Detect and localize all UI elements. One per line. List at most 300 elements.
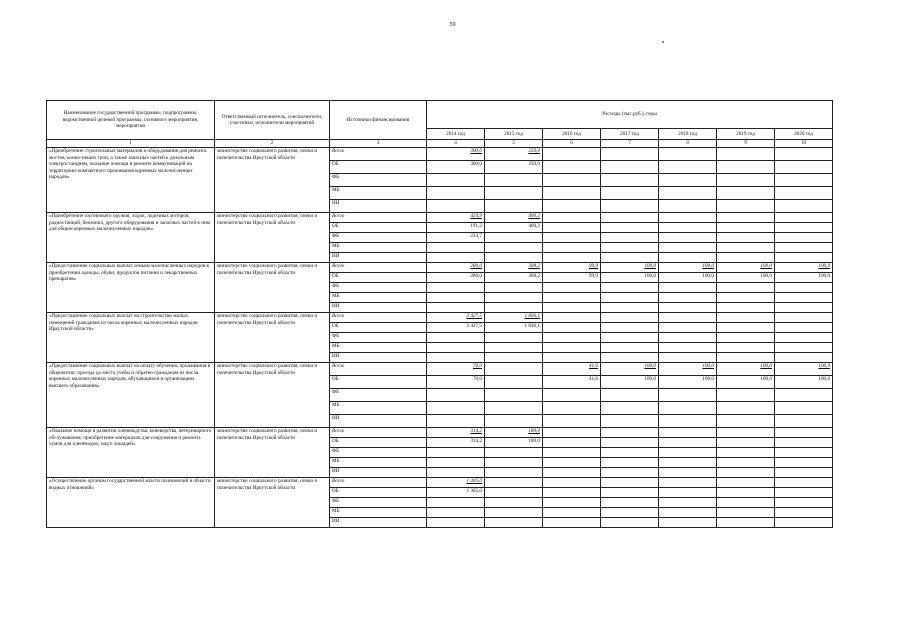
expense-value-text: 400,2 <box>528 223 540 229</box>
expense-value <box>717 148 775 161</box>
funding-source: ОБ <box>330 161 427 174</box>
funding-source: ФБ <box>330 233 427 243</box>
expense-value-text: 250,0 <box>528 148 540 154</box>
header-executor: Ответственный исполнитель, соисполнители, участники, исполнители мероприятий <box>215 101 330 140</box>
expense-value <box>659 187 717 200</box>
expense-value <box>659 253 717 263</box>
expense-value <box>659 273 717 283</box>
expense-value <box>717 313 775 323</box>
expense-value <box>427 213 485 223</box>
column-number: 1 <box>47 140 215 148</box>
expense-value <box>601 293 659 303</box>
expense-value <box>601 389 659 402</box>
expense-value-text: 280,0 <box>470 263 482 269</box>
expense-value <box>775 343 833 353</box>
budget-table <box>46 100 833 528</box>
expense-value <box>543 187 601 200</box>
expense-value <box>717 233 775 243</box>
expense-value <box>601 233 659 243</box>
expense-value-text: 280,0 <box>470 273 482 279</box>
expense-value <box>485 333 543 343</box>
expense-value <box>427 283 485 293</box>
expense-value <box>543 468 601 478</box>
expense-value <box>775 402 833 415</box>
header-program: Наименование государственной программы, подпрограммы, ведомственной целевой программы, основного мероприятия, мероприятия <box>47 101 215 140</box>
expense-value <box>717 161 775 174</box>
table-row <box>47 313 833 323</box>
funding-source: ИИ <box>330 303 427 313</box>
funding-source: Всего <box>330 363 427 376</box>
expense-value <box>717 333 775 343</box>
expense-value <box>601 353 659 363</box>
expense-value <box>543 303 601 313</box>
expense-value <box>775 389 833 402</box>
expense-value <box>485 428 543 438</box>
expense-value-text: 1 836,1 <box>524 313 540 319</box>
expense-value <box>427 233 485 243</box>
header-year: 2015 год <box>485 129 543 140</box>
expense-value <box>543 233 601 243</box>
expense-value-text: 100,0 <box>818 376 831 382</box>
expense-value <box>601 438 659 448</box>
expense-value <box>717 343 775 353</box>
expense-value <box>485 448 543 458</box>
expense-value <box>601 415 659 428</box>
expense-value <box>485 508 543 518</box>
expense-value-text: 100,0 <box>818 263 831 269</box>
funding-source: Всего <box>330 263 427 273</box>
expense-value <box>775 488 833 498</box>
expense-value <box>775 148 833 161</box>
header-year: 2017 год <box>601 129 659 140</box>
expense-value <box>427 448 485 458</box>
column-number: 9 <box>717 140 775 148</box>
expense-value <box>659 223 717 233</box>
expense-value <box>775 187 833 200</box>
expense-value <box>543 243 601 253</box>
expense-value <box>775 243 833 253</box>
expense-value <box>717 468 775 478</box>
funding-source: Всего <box>330 213 427 223</box>
expense-value <box>775 313 833 323</box>
expense-value <box>659 458 717 468</box>
expense-value <box>775 293 833 303</box>
expense-value <box>601 323 659 333</box>
expense-value <box>427 161 485 174</box>
expense-value <box>659 468 717 478</box>
expense-value <box>659 200 717 213</box>
expense-value-text: 99,9 <box>588 263 598 269</box>
expense-value <box>717 478 775 488</box>
expense-value <box>485 353 543 363</box>
expense-value-text: 41,6 <box>588 363 598 369</box>
expense-value <box>717 293 775 303</box>
expense-value <box>775 376 833 389</box>
funding-source: ОБ <box>330 438 427 448</box>
expense-value-text: 300,0 <box>470 161 482 167</box>
expense-value <box>775 415 833 428</box>
expense-value <box>427 200 485 213</box>
funding-source: ИИ <box>330 353 427 363</box>
expense-value <box>601 303 659 313</box>
executor-name: министерство социального развития, опеки и попечительства Иркутской области <box>215 363 330 428</box>
expense-value <box>717 187 775 200</box>
expense-value <box>717 243 775 253</box>
measure-name: «Предоставление социальных выплат на строительство жилых помещений гражданам из числа коренных малочисленных народов Иркутской области» <box>47 313 215 363</box>
expense-value <box>485 303 543 313</box>
expense-value <box>775 508 833 518</box>
expense-value <box>427 343 485 353</box>
expense-value-text: 100,0 <box>644 376 656 382</box>
expense-value <box>659 263 717 273</box>
measure-name: «Предоставление социальных выплат на оплату обучения, проживания в общежитии, проезда до места учебы и обратно гражданам из числа коренных малочисленных народов, обучающимся в организациях высшего образования» <box>47 363 215 428</box>
expense-value <box>659 148 717 161</box>
expense-value <box>427 402 485 415</box>
expense-value <box>717 323 775 333</box>
expense-value <box>775 448 833 458</box>
expense-value <box>427 293 485 303</box>
expense-value <box>601 243 659 253</box>
expense-value <box>601 223 659 233</box>
expense-value-text: 100,0 <box>818 273 831 279</box>
expense-value-text: 3 427,5 <box>466 313 482 319</box>
expense-value <box>543 161 601 174</box>
expense-value <box>717 213 775 223</box>
expense-value-text: 100,0 <box>760 363 772 369</box>
expense-value <box>485 488 543 498</box>
expense-value <box>601 161 659 174</box>
funding-source: ИИ <box>330 253 427 263</box>
expense-value <box>485 243 543 253</box>
column-number: 7 <box>601 140 659 148</box>
executor-name: министерство социального развития, опеки и попечительства Иркутской области <box>215 428 330 478</box>
expense-value <box>659 448 717 458</box>
expense-value <box>427 174 485 187</box>
expense-value <box>775 428 833 438</box>
expense-value <box>485 233 543 243</box>
expense-value <box>427 468 485 478</box>
expense-value <box>543 448 601 458</box>
expense-value <box>659 323 717 333</box>
expense-value <box>427 458 485 468</box>
expense-value <box>775 353 833 363</box>
expense-value <box>717 200 775 213</box>
expense-value <box>775 438 833 448</box>
expense-value <box>543 343 601 353</box>
expense-value <box>601 333 659 343</box>
expense-value <box>427 303 485 313</box>
expense-value <box>485 323 543 333</box>
expense-value <box>659 233 717 243</box>
expense-value <box>601 508 659 518</box>
expense-value <box>717 353 775 363</box>
expense-value <box>659 438 717 448</box>
expense-value <box>775 283 833 293</box>
expense-value <box>543 428 601 438</box>
expense-value <box>775 498 833 508</box>
expense-value <box>485 376 543 389</box>
expense-value <box>543 253 601 263</box>
expense-value <box>601 518 659 528</box>
expense-value <box>601 313 659 323</box>
expense-value-text: 100,0 <box>644 363 656 369</box>
expense-value <box>717 428 775 438</box>
expense-value <box>543 402 601 415</box>
expense-value <box>427 273 485 283</box>
expense-value <box>485 363 543 376</box>
expense-value <box>775 303 833 313</box>
expense-value <box>601 273 659 283</box>
expense-value <box>427 187 485 200</box>
executor-name: министерство социального развития, опеки и попечительства Иркутской области <box>215 313 330 363</box>
expense-value <box>775 233 833 243</box>
expense-value <box>427 148 485 161</box>
table-row <box>47 478 833 488</box>
expense-value <box>601 363 659 376</box>
header-year: 2014 год <box>427 129 485 140</box>
expense-value <box>717 223 775 233</box>
funding-source: ФБ <box>330 174 427 187</box>
column-number: 5 <box>485 140 543 148</box>
expense-value <box>601 458 659 468</box>
expense-value <box>601 468 659 478</box>
expense-value <box>659 428 717 438</box>
expense-value <box>775 263 833 273</box>
header-year: 2019 год <box>717 129 775 140</box>
table-row <box>47 263 833 273</box>
expense-value-text: 314,2 <box>470 428 482 434</box>
executor-name: министерство социального развития, опеки и попечительства Иркутской области <box>215 478 330 528</box>
expense-value <box>601 174 659 187</box>
funding-source: МБ <box>330 243 427 253</box>
expense-value-text: 100,0 <box>644 263 656 269</box>
expense-value <box>543 313 601 323</box>
expense-value <box>601 200 659 213</box>
expense-value <box>775 200 833 213</box>
expense-value <box>427 478 485 488</box>
expense-value <box>601 148 659 161</box>
expense-value <box>485 468 543 478</box>
expense-value-text: 308,2 <box>528 263 540 269</box>
expense-value <box>717 363 775 376</box>
measure-name: «Предоставление социальных выплат семьям малочисленных народов в приобретении одежды, обуви, продуктов питания и лекарственных препаратов» <box>47 263 215 313</box>
measure-name: «Приобретение строительных материалов и оборудования для ремонта мостов, конно-пеших троп, а также запасных частей к дизельным электростанциям, оказание помощи в ремонте коммуникаций на территориях компактного проживания коренных малочисленных народов» <box>47 148 215 213</box>
funding-source: ИИ <box>330 518 427 528</box>
expense-value <box>659 174 717 187</box>
expense-value <box>775 223 833 233</box>
expense-value <box>717 498 775 508</box>
expense-value-text: 100,0 <box>702 376 714 382</box>
expense-value <box>543 458 601 468</box>
expense-value <box>717 273 775 283</box>
expense-value-text: 100,0 <box>760 263 772 269</box>
expense-value <box>659 518 717 528</box>
column-number: 8 <box>659 140 717 148</box>
funding-source: МБ <box>330 402 427 415</box>
funding-source: ИИ <box>330 200 427 213</box>
funding-source: Всего <box>330 478 427 488</box>
expense-value <box>659 293 717 303</box>
expense-value <box>601 402 659 415</box>
header-source: Источники финансирования <box>330 101 427 140</box>
column-number: 6 <box>543 140 601 148</box>
expense-value <box>775 253 833 263</box>
expense-value <box>659 213 717 223</box>
expense-value <box>659 333 717 343</box>
funding-source: ОБ <box>330 273 427 283</box>
expense-value <box>543 263 601 273</box>
expense-value <box>485 478 543 488</box>
expense-value <box>717 438 775 448</box>
expense-value <box>485 293 543 303</box>
expense-value <box>717 488 775 498</box>
expense-value <box>717 253 775 263</box>
expense-value <box>543 323 601 333</box>
expense-value <box>601 478 659 488</box>
expense-value <box>543 174 601 187</box>
funding-source: ИИ <box>330 468 427 478</box>
expense-value <box>659 488 717 498</box>
expense-value <box>543 488 601 498</box>
expense-value <box>775 174 833 187</box>
expense-value <box>659 376 717 389</box>
expense-value-text: 70,0 <box>472 376 482 382</box>
expense-value <box>485 415 543 428</box>
expense-value <box>543 213 601 223</box>
expense-value-text: 100,0 <box>702 263 714 269</box>
expense-value-text: 100,0 <box>760 273 772 279</box>
expense-value <box>775 213 833 223</box>
expense-value <box>427 263 485 273</box>
expense-value <box>775 518 833 528</box>
expense-value <box>427 438 485 448</box>
expense-value <box>427 428 485 438</box>
expense-value <box>775 458 833 468</box>
expense-value <box>543 518 601 528</box>
header-year: 2018 год <box>659 129 717 140</box>
funding-source: МБ <box>330 293 427 303</box>
expense-value <box>543 200 601 213</box>
column-number: 4 <box>427 140 485 148</box>
expense-value <box>485 223 543 233</box>
expense-value-text: 70,0 <box>472 363 482 369</box>
expense-value-text: 300,0 <box>470 148 482 154</box>
expense-value <box>543 478 601 488</box>
expense-value <box>543 438 601 448</box>
expense-value-text: 191,2 <box>470 223 482 229</box>
expense-value <box>427 243 485 253</box>
expense-value <box>485 148 543 161</box>
expense-value <box>427 518 485 528</box>
expense-value <box>485 161 543 174</box>
funding-source: ОБ <box>330 376 427 389</box>
expense-value <box>427 389 485 402</box>
expense-value <box>543 498 601 508</box>
expense-value <box>659 498 717 508</box>
expense-value-text: 250,0 <box>528 161 540 167</box>
funding-source: ИИ <box>330 415 427 428</box>
funding-source: МБ <box>330 187 427 200</box>
executor-name: министерство социального развития, опеки и попечительства Иркутской области <box>215 263 330 313</box>
expense-value <box>485 273 543 283</box>
expense-value <box>601 488 659 498</box>
funding-source: МБ <box>330 508 427 518</box>
expense-value <box>717 402 775 415</box>
expense-value-text: 100,0 <box>702 273 714 279</box>
expense-value <box>485 343 543 353</box>
expense-value <box>427 508 485 518</box>
expense-value <box>775 478 833 488</box>
expense-value <box>485 200 543 213</box>
funding-source: ОБ <box>330 488 427 498</box>
expense-value <box>659 313 717 323</box>
expense-value <box>659 161 717 174</box>
table-row <box>47 363 833 376</box>
expense-value <box>485 389 543 402</box>
executor-name: министерство социального развития, опеки и попечительства Иркутской области <box>215 148 330 213</box>
expense-value <box>543 293 601 303</box>
expense-value <box>775 363 833 376</box>
expense-value-text: 233,7 <box>470 233 482 239</box>
header-year: 2016 год <box>543 129 601 140</box>
expense-value <box>601 253 659 263</box>
expense-value <box>427 333 485 343</box>
column-number: 2 <box>215 140 330 148</box>
expense-value <box>543 283 601 293</box>
expense-value <box>427 363 485 376</box>
expense-value <box>427 323 485 333</box>
expense-value <box>659 478 717 488</box>
expense-value <box>543 273 601 283</box>
funding-source: ОБ <box>330 223 427 233</box>
expense-value-text: 1 305,0 <box>466 488 482 494</box>
expense-value <box>601 428 659 438</box>
expense-value <box>717 303 775 313</box>
expense-value <box>601 343 659 353</box>
expense-value <box>601 498 659 508</box>
table-row <box>47 428 833 438</box>
expense-value <box>543 333 601 343</box>
funding-source: ФБ <box>330 448 427 458</box>
expense-value <box>717 389 775 402</box>
expense-value <box>543 415 601 428</box>
funding-source: ОБ <box>330 323 427 333</box>
expense-value <box>601 263 659 273</box>
expense-value <box>717 376 775 389</box>
table-row <box>47 213 833 223</box>
funding-source: ФБ <box>330 389 427 402</box>
expense-value <box>775 323 833 333</box>
expense-value <box>485 438 543 448</box>
expense-value <box>543 148 601 161</box>
page-number: 59 <box>449 22 456 28</box>
expense-value-text: 3 427,5 <box>466 323 482 329</box>
scan-speck <box>662 41 664 43</box>
funding-source: ФБ <box>330 333 427 343</box>
expense-value <box>659 415 717 428</box>
expense-value <box>485 458 543 468</box>
expense-value <box>485 174 543 187</box>
expense-value <box>485 402 543 415</box>
expense-value-text: 100,0 <box>818 363 831 369</box>
expense-value <box>775 273 833 283</box>
expense-value <box>717 508 775 518</box>
expense-value <box>717 263 775 273</box>
funding-source: Всего <box>330 428 427 438</box>
expense-value <box>427 313 485 323</box>
funding-source: ФБ <box>330 498 427 508</box>
expense-value <box>543 508 601 518</box>
